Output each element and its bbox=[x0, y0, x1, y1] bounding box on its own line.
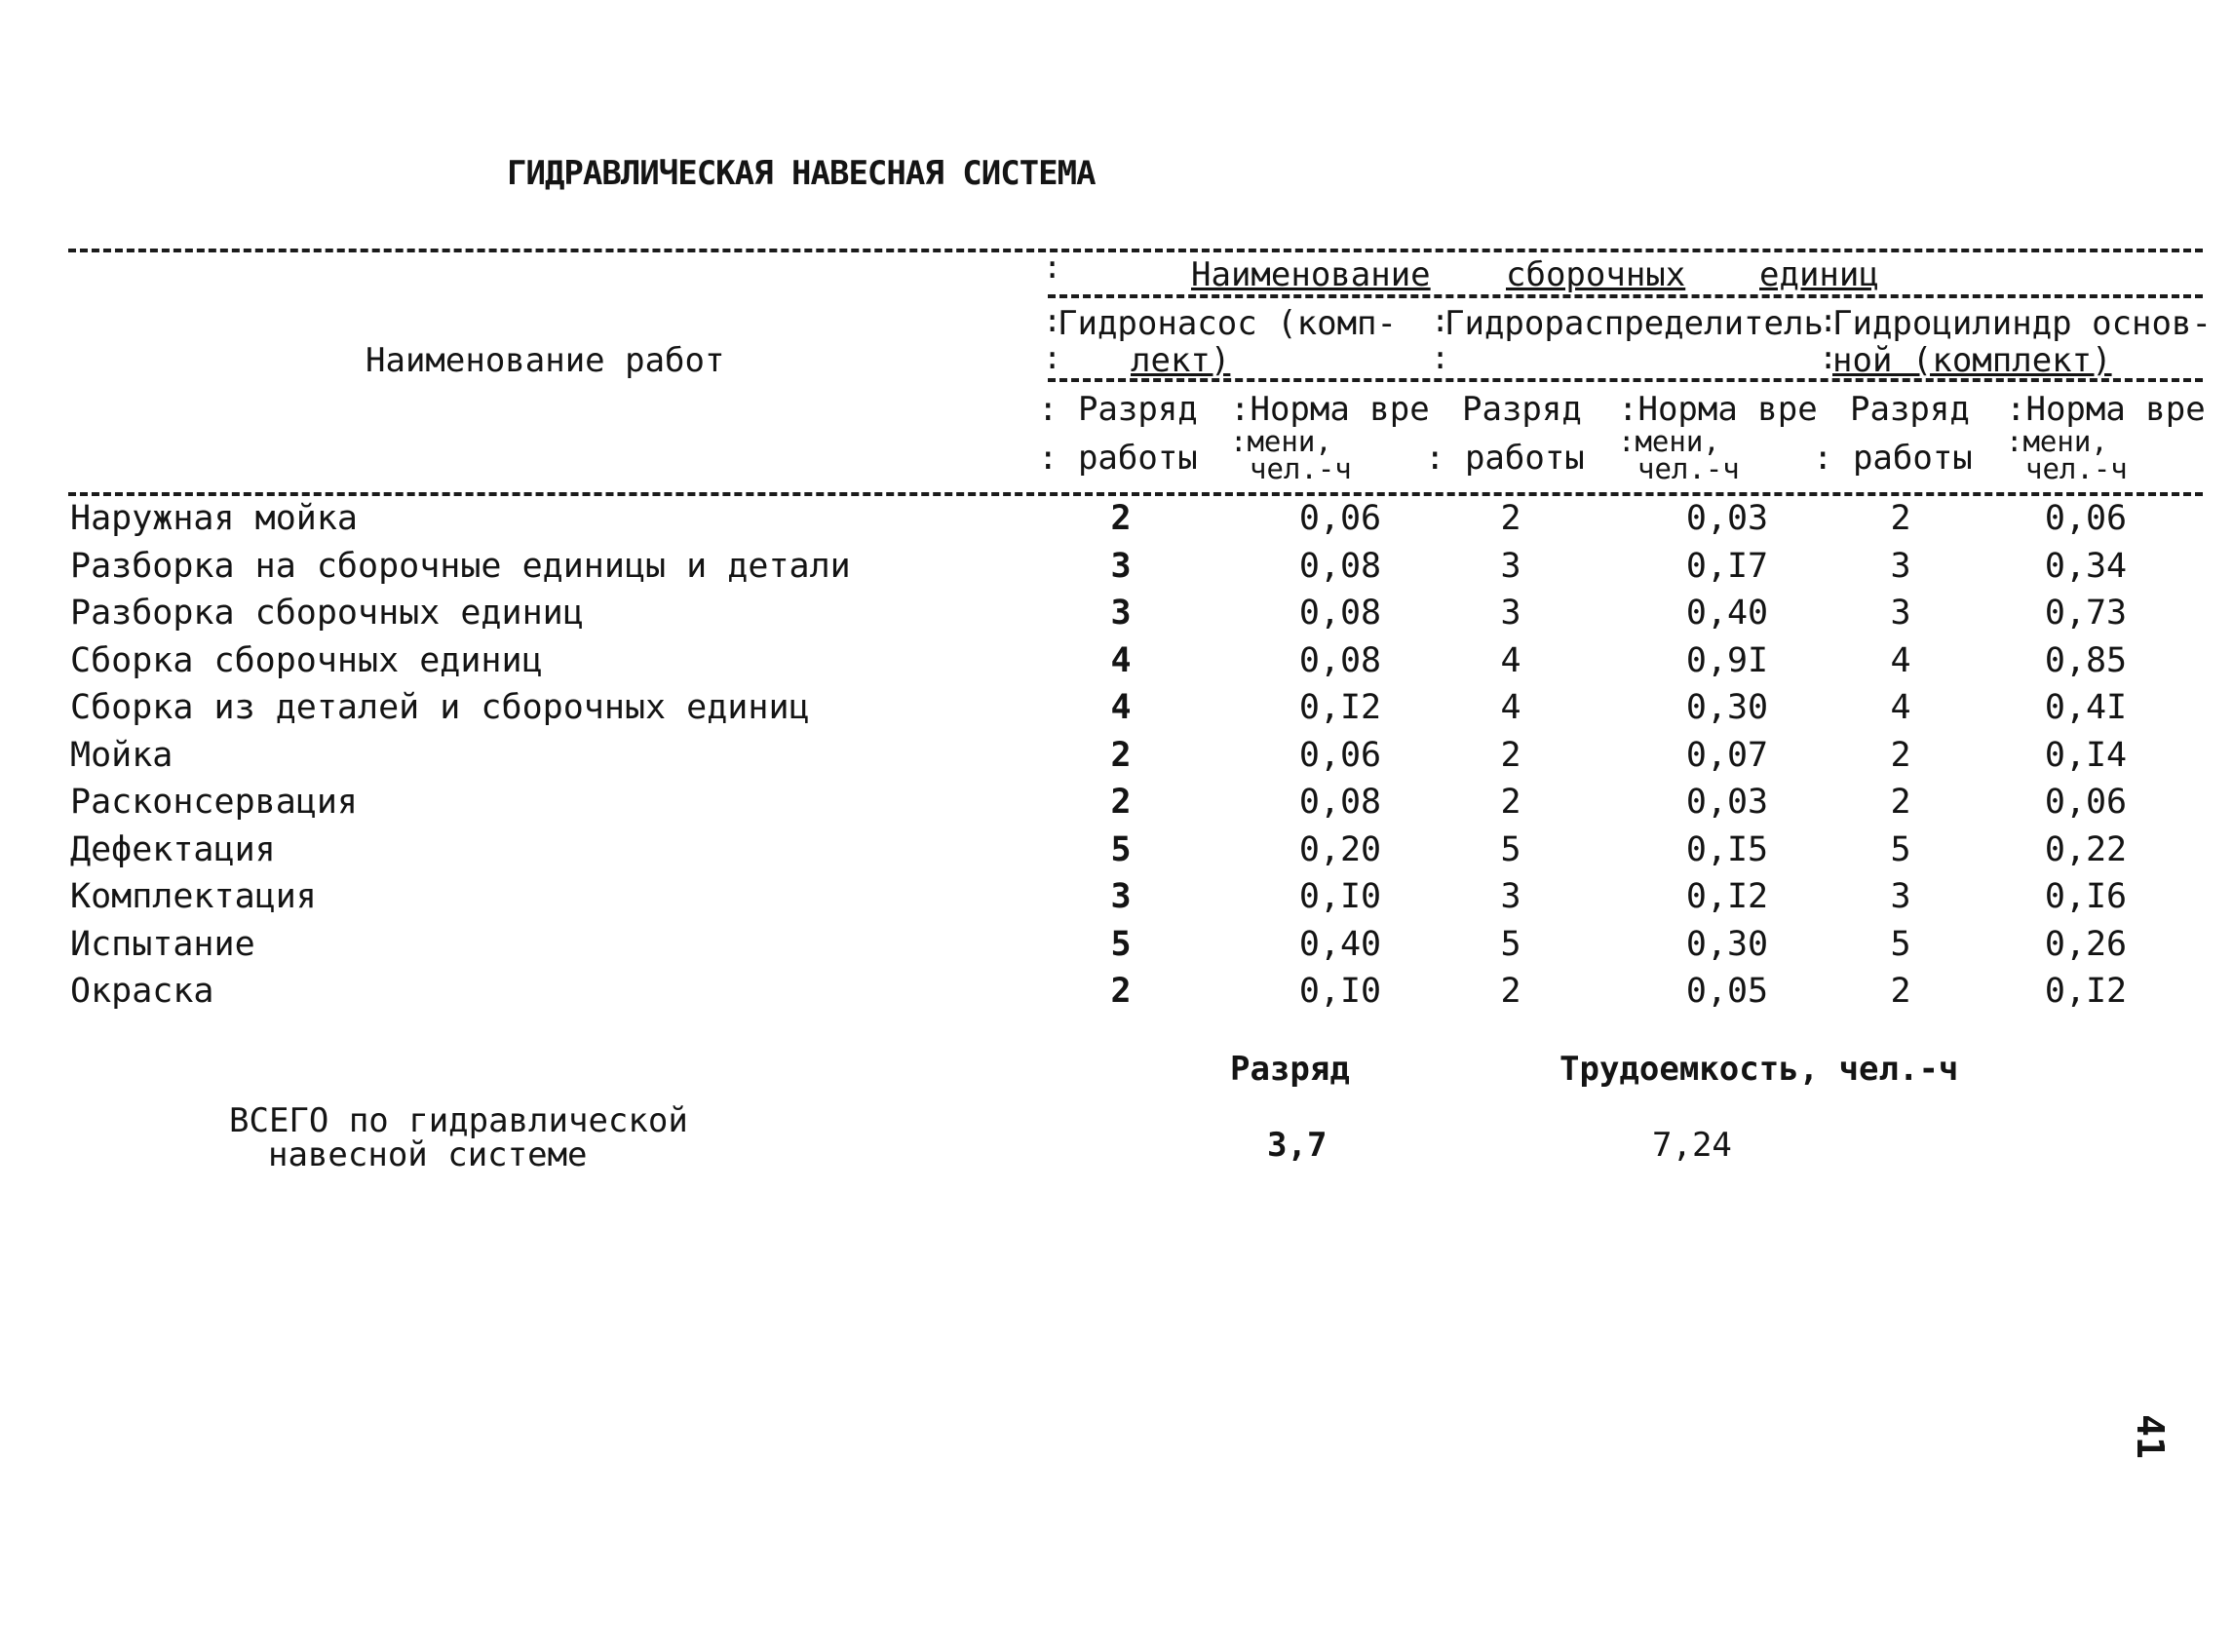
work-name: Сборка сборочных единиц bbox=[70, 641, 543, 680]
grade-value: 2 bbox=[1500, 783, 1521, 822]
norm-value: 0,20 bbox=[1298, 830, 1382, 869]
norm-value: 0,05 bbox=[1685, 972, 1769, 1011]
norm-value: 0,85 bbox=[2044, 641, 2128, 680]
grade-header-1-line1: : Разряд bbox=[1038, 390, 1198, 429]
grade-value: 5 bbox=[1890, 925, 1911, 964]
norm-header-2-line2: :мени, bbox=[1618, 425, 1720, 458]
norm-header-2-line1: :Норма вре bbox=[1618, 390, 1818, 429]
unit-3-header-line2: ной (комплект) bbox=[1832, 341, 2112, 380]
grade-value: 3 bbox=[1110, 594, 1132, 633]
work-name: Испытание bbox=[70, 925, 255, 964]
grade-header-3-line2: : работы bbox=[1813, 439, 1973, 478]
grade-value: 3 bbox=[1500, 594, 1521, 633]
norm-value: 0,26 bbox=[2044, 925, 2128, 964]
norm-value: 0,08 bbox=[1298, 783, 1382, 822]
grade-value: 2 bbox=[1890, 972, 1911, 1011]
header-bottom-rule bbox=[68, 492, 2203, 496]
page-title: ГИДРАВЛИЧЕСКАЯ НАВЕСНАЯ СИСТЕМА bbox=[507, 154, 1096, 193]
grade-value: 2 bbox=[1500, 972, 1521, 1011]
grade-value: 5 bbox=[1110, 925, 1132, 964]
norm-value: 0,30 bbox=[1685, 688, 1769, 727]
norm-value: 0,I0 bbox=[1298, 972, 1382, 1011]
norm-value: 0,06 bbox=[1298, 499, 1382, 538]
grade-value: 4 bbox=[1110, 688, 1132, 727]
grade-header-2-line2: : работы bbox=[1425, 439, 1585, 478]
norm-value: 0,03 bbox=[1685, 499, 1769, 538]
norm-value: 0,I2 bbox=[2044, 972, 2128, 1011]
column-separator: : bbox=[1819, 302, 1838, 339]
column-separator: : bbox=[1043, 339, 1062, 376]
norm-header-3-line3: чел.-ч bbox=[2025, 452, 2128, 485]
work-name: Дефектация bbox=[70, 830, 276, 869]
total-labor-value: 7,24 bbox=[1652, 1126, 1732, 1165]
grade-value: 5 bbox=[1890, 830, 1911, 869]
grade-value: 5 bbox=[1500, 925, 1521, 964]
norm-header-1-line2: :мени, bbox=[1230, 425, 1332, 458]
grade-value: 3 bbox=[1890, 877, 1911, 916]
norm-header-2-line3: чел.-ч bbox=[1637, 452, 1740, 485]
norm-header-1-line1: :Норма вре bbox=[1230, 390, 1430, 429]
grade-value: 3 bbox=[1890, 594, 1911, 633]
work-name: Разборка на сборочные единицы и детали bbox=[70, 547, 851, 586]
grade-value: 3 bbox=[1500, 877, 1521, 916]
column-separator: : bbox=[1043, 302, 1062, 339]
group-header-word1: Наименование bbox=[1191, 255, 1431, 294]
norm-value: 0,08 bbox=[1298, 547, 1382, 586]
grade-value: 2 bbox=[1110, 736, 1132, 775]
header-top-rule bbox=[68, 249, 2203, 252]
work-name: Наружная мойка bbox=[70, 499, 359, 538]
unit-3-header-line1: Гидроцилиндр основ- bbox=[1832, 304, 2212, 343]
summary-labor-label: Трудоемкость, чел.-ч bbox=[1559, 1050, 1959, 1089]
unit-1-header-line2: лект) bbox=[1131, 341, 1231, 380]
norm-value: 0,30 bbox=[1685, 925, 1769, 964]
grade-value: 2 bbox=[1500, 736, 1521, 775]
norm-value: 0,I4 bbox=[2044, 736, 2128, 775]
grade-header-3-line1: Разряд bbox=[1850, 390, 1970, 429]
work-name: Расконсервация bbox=[70, 783, 359, 822]
grade-value: 2 bbox=[1110, 783, 1132, 822]
page-number: 41 bbox=[2128, 1414, 2172, 1459]
grade-value: 2 bbox=[1890, 783, 1911, 822]
norm-value: 0,I6 bbox=[2044, 877, 2128, 916]
norm-value: 0,I2 bbox=[1685, 877, 1769, 916]
norm-value: 0,I5 bbox=[1685, 830, 1769, 869]
grade-value: 3 bbox=[1500, 547, 1521, 586]
column-separator: : bbox=[1431, 302, 1450, 339]
norm-value: 0,22 bbox=[2044, 830, 2128, 869]
column-separator: : bbox=[1819, 339, 1838, 376]
norm-value: 0,I0 bbox=[1298, 877, 1382, 916]
work-name: Мойка bbox=[70, 736, 173, 775]
norm-value: 0,06 bbox=[1298, 736, 1382, 775]
grade-value: 2 bbox=[1890, 736, 1911, 775]
grade-value: 2 bbox=[1500, 499, 1521, 538]
norm-value: 0,03 bbox=[1685, 783, 1769, 822]
grade-value: 4 bbox=[1890, 641, 1911, 680]
norm-value: 0,40 bbox=[1685, 594, 1769, 633]
norm-header-3-line1: :Норма вре bbox=[2006, 390, 2206, 429]
unit-1-header-line1: Гидронасос (комп- bbox=[1058, 304, 1397, 343]
grade-value: 4 bbox=[1500, 641, 1521, 680]
norm-header-1-line3: чел.-ч bbox=[1250, 452, 1352, 485]
norm-value: 0,73 bbox=[2044, 594, 2128, 633]
norm-value: 0,08 bbox=[1298, 594, 1382, 633]
grade-value: 5 bbox=[1500, 830, 1521, 869]
norm-value: 0,06 bbox=[2044, 499, 2128, 538]
grade-header-1-line2: : работы bbox=[1038, 439, 1198, 478]
norm-value: 0,4I bbox=[2044, 688, 2128, 727]
norm-value: 0,07 bbox=[1685, 736, 1769, 775]
grade-value: 3 bbox=[1110, 877, 1132, 916]
work-name: Разборка сборочных единиц bbox=[70, 594, 584, 633]
norm-value: 0,9I bbox=[1685, 641, 1769, 680]
grade-value: 2 bbox=[1110, 499, 1132, 538]
summary-grade-label: Разряд bbox=[1230, 1050, 1350, 1089]
work-name: Комплектация bbox=[70, 877, 317, 916]
norm-value: 0,40 bbox=[1298, 925, 1382, 964]
grade-value: 3 bbox=[1110, 547, 1132, 586]
group-header-word2: сборочных bbox=[1506, 255, 1686, 294]
grade-value: 2 bbox=[1890, 499, 1911, 538]
norm-value: 0,08 bbox=[1298, 641, 1382, 680]
work-name: Окраска bbox=[70, 972, 214, 1011]
norm-value: 0,34 bbox=[2044, 547, 2128, 586]
norm-value: 0,06 bbox=[2044, 783, 2128, 822]
group-rule bbox=[1048, 294, 2203, 298]
grade-value: 4 bbox=[1110, 641, 1132, 680]
column-separator: : bbox=[1043, 249, 1062, 286]
unit-2-header-line1: Гидрораспределитель bbox=[1444, 304, 1824, 343]
works-column-header: Наименование работ bbox=[366, 341, 725, 380]
grade-value: 4 bbox=[1890, 688, 1911, 727]
total-grade-value: 3,7 bbox=[1267, 1126, 1328, 1165]
grade-value: 3 bbox=[1890, 547, 1911, 586]
work-name: Сборка из деталей и сборочных единиц bbox=[70, 688, 810, 727]
grade-header-2-line1: Разряд bbox=[1462, 390, 1582, 429]
column-separator: : bbox=[1431, 339, 1450, 376]
grade-value: 2 bbox=[1110, 972, 1132, 1011]
total-label-line2: навесной системе bbox=[268, 1135, 588, 1174]
norm-header-3-line2: :мени, bbox=[2006, 425, 2108, 458]
group-header-word3: единиц bbox=[1759, 255, 1879, 294]
total-label-line1: ВСЕГО по гидравлической bbox=[229, 1101, 688, 1140]
norm-value: 0,I2 bbox=[1298, 688, 1382, 727]
grade-value: 4 bbox=[1500, 688, 1521, 727]
grade-value: 5 bbox=[1110, 830, 1132, 869]
norm-value: 0,I7 bbox=[1685, 547, 1769, 586]
